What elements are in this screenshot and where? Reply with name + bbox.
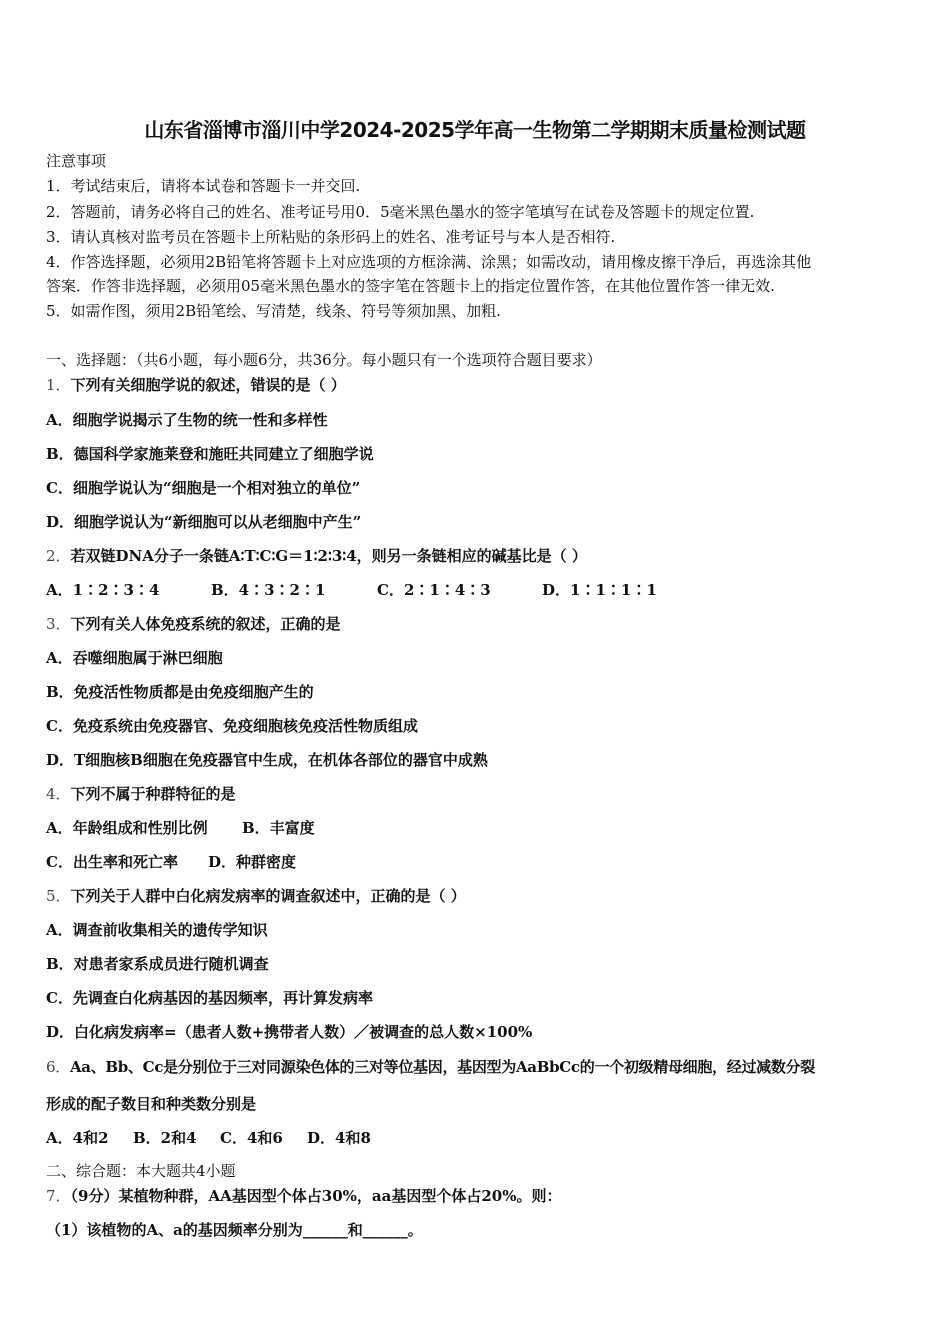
option: A．吞噬细胞属于淋巴细胞 bbox=[46, 649, 223, 667]
option: A．4和2 bbox=[46, 1129, 109, 1147]
question-number: 7． bbox=[46, 1187, 71, 1205]
option: C．免疫系统由免疫器官、免疫细胞核免疫活性物质组成 bbox=[46, 717, 418, 735]
section2-heading: 二、综合题：本大题共4小题 bbox=[46, 1162, 236, 1180]
option: D．细胞学说认为“新细胞可以从老细胞中产生” bbox=[46, 513, 362, 531]
option: C．细胞学说认为“细胞是一个相对独立的单位” bbox=[46, 479, 361, 497]
question-5 bbox=[46, 886, 466, 906]
notice-heading: 注意事项 bbox=[46, 152, 107, 170]
option: C．2∶1∶4∶3 bbox=[377, 581, 491, 599]
notice-item: 答案．作答非选择题，必须用05毫米黑色墨水的签字笔在答题卡上的指定位置作答，在其他位置作答一律无效. bbox=[46, 277, 775, 295]
option: A．细胞学说揭示了生物的统一性和多样性 bbox=[46, 411, 328, 429]
notice-item: 4．作答选择题，必须用2B铅笔将答题卡上对应选项的方框涂满、涂黑；如需改动，请用橡皮擦干净后，再选涂其他 bbox=[46, 253, 812, 271]
section1-heading: 一、选择题：（共6小题，每小题6分，共36分。每小题只有一个选项符合题目要求） bbox=[46, 351, 602, 369]
notice-item: 2．答题前，请务必将自己的姓名、准考证号用0．5毫米黑色墨水的签字笔填写在试卷及答题卡的规定位置. bbox=[46, 203, 755, 221]
option: A．1∶2∶3∶4 bbox=[46, 581, 160, 599]
question-stem-continued: 形成的配子数目和种类数分别是 bbox=[46, 1095, 257, 1113]
question-number: 6． bbox=[46, 1058, 70, 1076]
option: D．4和8 bbox=[307, 1129, 371, 1147]
question-stem: 下列关于人群中白化病发病率的调查叙述中，正确的是（ ） bbox=[70, 887, 466, 905]
question-3 bbox=[46, 614, 341, 634]
notice-item: 3．请认真核对监考员在答题卡上所粘贴的条形码上的姓名、准考证号与本人是否相符. bbox=[46, 228, 616, 246]
option: A．年龄组成和性别比例 bbox=[46, 819, 208, 837]
question-number: 2． bbox=[46, 547, 71, 565]
option: C．先调查白化病基因的基因频率，再计算发病率 bbox=[46, 989, 373, 1007]
question-stem: 下列有关人体免疫系统的叙述，正确的是 bbox=[70, 615, 341, 633]
option: C．4和6 bbox=[220, 1129, 283, 1147]
option: B．2和4 bbox=[133, 1129, 197, 1147]
question-number: 4． bbox=[46, 785, 71, 803]
options-row bbox=[46, 1128, 371, 1148]
sub-question: （1）该植物的A、a的基因频率分别为______和______。 bbox=[46, 1221, 423, 1239]
option: A．调查前收集相关的遗传学知识 bbox=[46, 921, 268, 939]
option: C．出生率和死亡率 bbox=[46, 853, 178, 871]
option: D．种群密度 bbox=[208, 853, 297, 871]
option: B．德国科学家施莱登和施旺共同建立了细胞学说 bbox=[46, 445, 374, 463]
option: B．4∶3∶2∶1 bbox=[211, 581, 326, 599]
question-stem: （9分）某植物种群，AA基因型个体占30%，aa基因型个体占20%。则： bbox=[70, 1187, 562, 1205]
question-stem: 若双链DNA分子一条链A∶T∶C∶G＝1∶2∶3∶4，则另一条链相应的碱基比是（ ） bbox=[70, 547, 587, 565]
option: D．T细胞核B细胞在免疫器官中生成，在机体各部位的器官中成熟 bbox=[46, 751, 488, 769]
question-stem: 下列有关细胞学说的叙述，错误的是（ ） bbox=[70, 376, 346, 394]
question-number: 1． bbox=[46, 376, 71, 394]
notice-item: 5．如需作图，须用2B铅笔绘、写清楚，线条、符号等须加黑、加粗. bbox=[46, 302, 501, 320]
options-row bbox=[46, 580, 657, 600]
options-row bbox=[46, 852, 296, 872]
question-1 bbox=[46, 375, 346, 395]
question-4 bbox=[46, 784, 236, 804]
question-stem: Aa、Bb、Cc是分别位于三对同源染色体的三对等位基因，基因型为AaBbCc的一个初级精母细胞，经过减数分裂 bbox=[69, 1058, 815, 1076]
question-stem: 下列不属于种群特征的是 bbox=[70, 785, 236, 803]
notice-item: 1．考试结束后，请将本试卷和答题卡一并交回. bbox=[46, 177, 361, 195]
option: D．1∶1∶1∶1 bbox=[542, 581, 657, 599]
option: B．对患者家系成员进行随机调查 bbox=[46, 955, 269, 973]
question-7 bbox=[46, 1186, 561, 1206]
option: D．白化病发病率=（患者人数+携带者人数）／被调查的总人数×100% bbox=[46, 1023, 533, 1041]
option: B．免疫活性物质都是由免疫细胞产生的 bbox=[46, 683, 314, 701]
page-title: 山东省淄博市淄川中学2024-2025学年高一生物第二学期期末质量检测试题 bbox=[144, 118, 806, 142]
question-2 bbox=[46, 546, 587, 566]
options-row bbox=[46, 818, 315, 838]
option: B．丰富度 bbox=[242, 819, 315, 837]
question-number: 3． bbox=[46, 615, 71, 633]
question-number: 5． bbox=[46, 887, 71, 905]
question-6 bbox=[46, 1057, 815, 1077]
